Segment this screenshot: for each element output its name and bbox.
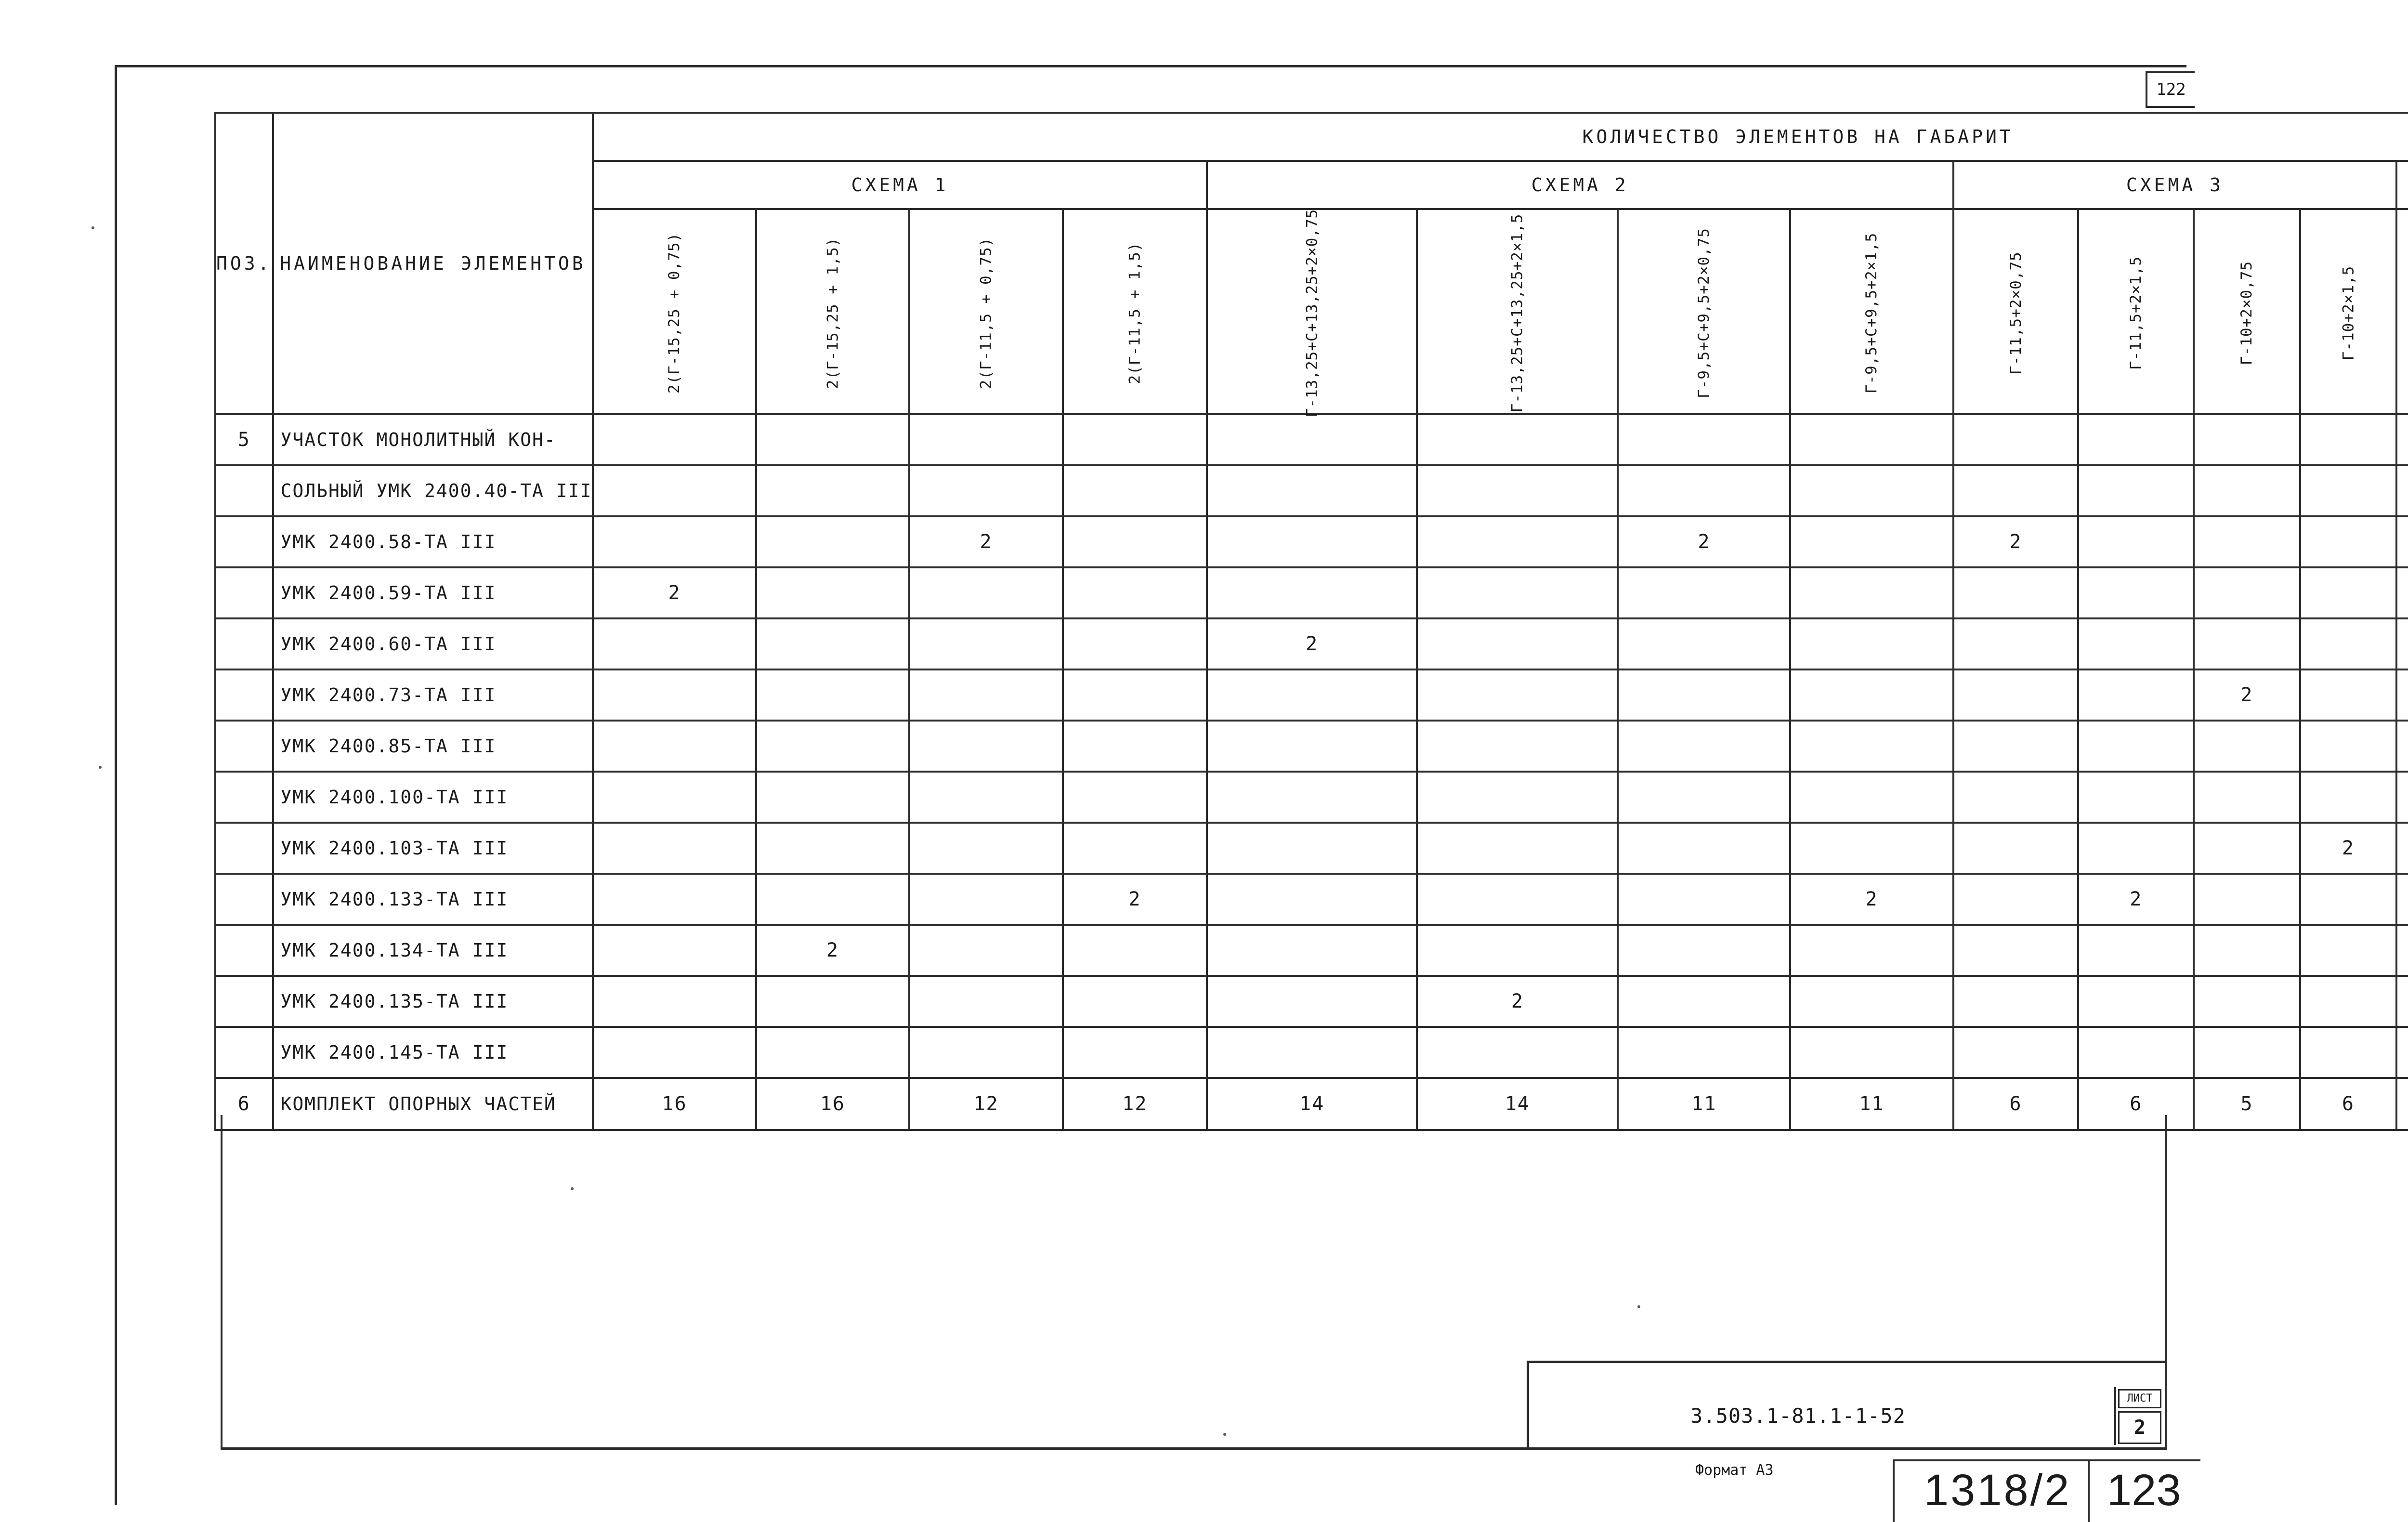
quantity-cell	[593, 516, 756, 567]
quantity-cell	[756, 874, 910, 925]
quantity-cell: 2	[909, 516, 1063, 567]
quantity-cell	[2078, 567, 2194, 618]
quantity-cell	[593, 976, 756, 1027]
quantity-cell	[2300, 1027, 2397, 1078]
quantity-cell: 2	[1417, 976, 1618, 1027]
quantity-cell	[2078, 823, 2194, 874]
gabarit-label: Г-11,5+2×1,5	[2127, 256, 2145, 370]
quantity-cell	[1790, 925, 1953, 976]
row-pos	[215, 567, 273, 618]
quantity-cell	[909, 618, 1063, 669]
quantity-cell	[909, 414, 1063, 465]
quantity-cell: 2	[756, 925, 910, 976]
table-row	[215, 567, 2408, 618]
page-number: 123	[2107, 1466, 2181, 1515]
quantity-cell	[1207, 925, 1417, 976]
gabarit-label: Г-13,25+С+13,25+2×1,5	[1508, 213, 1526, 413]
quantity-cell	[1790, 567, 1953, 618]
quantity-cell	[2396, 516, 2408, 567]
quantity-cell	[756, 618, 910, 669]
quantity-cell	[2078, 1027, 2194, 1078]
quantity-cell: 6	[2078, 1078, 2194, 1130]
gabarit-header	[909, 209, 1063, 414]
gabarit-header	[2300, 209, 2397, 414]
quantity-cell	[1953, 567, 2079, 618]
quantity-cell	[1618, 925, 1790, 976]
quantity-cell	[2194, 516, 2300, 567]
quantity-cell	[1063, 925, 1207, 976]
specification-table	[214, 112, 2408, 1131]
quantity-cell: 2	[1790, 874, 1953, 925]
quantity-cell	[2396, 465, 2408, 516]
quantity-cell	[1790, 516, 1953, 567]
quantity-cell: 12	[1063, 1078, 1207, 1130]
sheet-number: 2	[2118, 1411, 2161, 1444]
quantity-cell	[1790, 414, 1953, 465]
quantity-cell	[2194, 414, 2300, 465]
quantity-cell	[2078, 669, 2194, 721]
row-name: УМК 2400.103-ТА III	[273, 823, 593, 874]
quantity-cell	[1207, 874, 1417, 925]
table-row	[215, 516, 2408, 567]
quantity-cell: 11	[1790, 1078, 1953, 1130]
quantity-cell	[1063, 772, 1207, 823]
gabarit-label: Г-13,25+С+13,25+2×0,75	[1303, 209, 1321, 418]
row-pos	[215, 516, 273, 567]
quantity-cell	[1790, 669, 1953, 721]
quantity-cell	[2396, 414, 2408, 465]
quantity-cell	[1417, 669, 1618, 721]
gabarit-header	[2078, 209, 2194, 414]
gabarit-label: 2(Г-11,5 + 1,5)	[1126, 242, 1144, 384]
quantity-cell	[756, 823, 910, 874]
quantity-cell	[1618, 721, 1790, 772]
quantity-cell: 2	[1953, 516, 2079, 567]
table-row	[215, 772, 2408, 823]
row-name: УМК 2400.58-ТА III	[273, 516, 593, 567]
format-label: Формат А3	[1695, 1462, 1774, 1479]
quantity-cell	[2194, 772, 2300, 823]
gabarit-header	[2396, 209, 2408, 414]
quantity-cell	[909, 925, 1063, 976]
quantity-cell	[593, 823, 756, 874]
quantity-cell	[2396, 874, 2408, 925]
quantity-cell	[2078, 721, 2194, 772]
quantity-cell	[909, 721, 1063, 772]
quantity-cell	[1207, 721, 1417, 772]
row-name: УМК 2400.133-ТА III	[273, 874, 593, 925]
quantity-cell	[1207, 567, 1417, 618]
row-pos	[215, 669, 273, 721]
quantity-cell: 6	[1953, 1078, 2079, 1130]
quantity-cell	[2300, 874, 2397, 925]
quantity-cell	[2194, 618, 2300, 669]
quantity-cell	[909, 874, 1063, 925]
scan-speck	[92, 226, 94, 229]
quantity-cell	[1207, 772, 1417, 823]
quantity-cell	[1790, 772, 1953, 823]
quantity-cell: 2	[2078, 874, 2194, 925]
quantity-cell	[2396, 1027, 2408, 1078]
gabarit-header	[2194, 209, 2300, 414]
gabarit-header	[1790, 209, 1953, 414]
quantity-cell: 2	[1063, 874, 1207, 925]
quantity-cell	[2194, 925, 2300, 976]
row-pos: 6	[215, 1078, 273, 1130]
frame-left-line	[115, 65, 117, 1505]
quantity-cell	[1417, 721, 1618, 772]
row-name: УМК 2400.60-ТА III	[273, 618, 593, 669]
quantity-cell	[1953, 925, 2079, 976]
table-row	[215, 1027, 2408, 1078]
quantity-cell	[1953, 669, 2079, 721]
quantity-cell	[2194, 465, 2300, 516]
corner-page-number: 122	[2146, 71, 2195, 108]
row-pos	[215, 976, 273, 1027]
row-name: УЧАСТОК МОНОЛИТНЫЙ КОН-	[273, 414, 593, 465]
quantity-cell: 11	[1618, 1078, 1790, 1130]
quantity-cell	[1953, 823, 2079, 874]
quantity-cell	[1618, 414, 1790, 465]
quantity-cell	[2078, 925, 2194, 976]
quantity-cell	[593, 618, 756, 669]
quantity-cell	[2300, 465, 2397, 516]
quantity-cell	[2300, 567, 2397, 618]
quantity-cell	[1063, 721, 1207, 772]
quantity-cell	[1618, 1027, 1790, 1078]
quantity-cell: 14	[1417, 1078, 1618, 1130]
gabarit-header	[756, 209, 910, 414]
quantity-cell: 2	[2194, 669, 2300, 721]
row-pos	[215, 772, 273, 823]
quantity-cell	[756, 567, 910, 618]
quantity-cell	[1618, 874, 1790, 925]
quantity-cell	[1618, 976, 1790, 1027]
quantity-cell	[2300, 618, 2397, 669]
quantity-cell	[1063, 823, 1207, 874]
row-name: СОЛЬНЫЙ УМК 2400.40-ТА III	[273, 465, 593, 516]
quantity-cell	[1618, 823, 1790, 874]
quantity-cell	[756, 721, 910, 772]
header-scheme-3: СХЕМА 3	[1953, 161, 2397, 209]
table-row	[215, 925, 2408, 976]
quantity-cell	[1417, 465, 1618, 516]
quantity-cell	[1790, 465, 1953, 516]
quantity-cell	[1207, 465, 1417, 516]
quantity-cell	[909, 772, 1063, 823]
quantity-cell	[2396, 823, 2408, 874]
quantity-cell	[1207, 976, 1417, 1027]
inventory-number: 1318/2	[1924, 1466, 2071, 1515]
quantity-cell	[1063, 414, 1207, 465]
header-quantity: КОЛИЧЕСТВО ЭЛЕМЕНТОВ НА ГАБАРИТ	[593, 113, 2408, 161]
quantity-cell	[1790, 1027, 1953, 1078]
quantity-cell	[1618, 669, 1790, 721]
quantity-cell	[1953, 414, 2079, 465]
table-row	[215, 669, 2408, 721]
quantity-cell	[909, 976, 1063, 1027]
quantity-cell	[2396, 925, 2408, 976]
row-pos: 5	[215, 414, 273, 465]
quantity-cell	[1618, 618, 1790, 669]
quantity-cell	[909, 567, 1063, 618]
quantity-cell	[756, 465, 910, 516]
row-pos	[215, 721, 273, 772]
quantity-cell	[2078, 414, 2194, 465]
quantity-cell	[1417, 874, 1618, 925]
quantity-cell: 16	[593, 1078, 756, 1130]
quantity-cell	[909, 1027, 1063, 1078]
quantity-cell	[909, 823, 1063, 874]
header-name: НАИМЕНОВАНИЕ ЭЛЕМЕНТОВ	[273, 113, 593, 414]
quantity-cell	[1790, 976, 1953, 1027]
quantity-cell	[1790, 823, 1953, 874]
quantity-cell	[2396, 567, 2408, 618]
quantity-cell	[2396, 1078, 2408, 1130]
gabarit-header	[1207, 209, 1417, 418]
scan-speck	[99, 766, 102, 769]
quantity-cell	[593, 669, 756, 721]
quantity-cell	[1953, 772, 2079, 823]
quantity-cell	[2194, 1027, 2300, 1078]
quantity-cell	[1207, 823, 1417, 874]
quantity-cell	[593, 465, 756, 516]
quantity-cell	[2078, 465, 2194, 516]
quantity-cell	[756, 414, 910, 465]
table-row	[215, 721, 2408, 772]
table-row	[215, 976, 2408, 1027]
quantity-cell	[1207, 516, 1417, 567]
quantity-cell	[1417, 772, 1618, 823]
scan-speck	[571, 1187, 574, 1190]
quantity-cell	[1207, 1027, 1417, 1078]
gabarit-label: Г-9,5+С+9,5+2×1,5	[1863, 232, 1881, 394]
quantity-cell	[1953, 976, 2079, 1027]
frame-top-line	[116, 65, 2186, 67]
quantity-cell	[1417, 567, 1618, 618]
quantity-cell: 5	[2194, 1078, 2300, 1130]
row-pos	[215, 1027, 273, 1078]
quantity-cell	[1063, 567, 1207, 618]
quantity-cell	[2194, 721, 2300, 772]
quantity-cell	[593, 721, 756, 772]
header-scheme-1: СХЕМА 1	[593, 161, 1207, 209]
quantity-cell	[2300, 669, 2397, 721]
gabarit-label: Г-11,5+2×0,75	[2007, 251, 2025, 375]
quantity-cell	[1618, 465, 1790, 516]
quantity-cell	[1207, 669, 1417, 721]
quantity-cell	[2078, 618, 2194, 669]
quantity-cell	[2300, 925, 2397, 976]
table-row	[215, 414, 2408, 465]
row-name: УМК 2400.145-ТА III	[273, 1027, 593, 1078]
quantity-cell	[2194, 823, 2300, 874]
row-name: УМК 2400.100-ТА III	[273, 772, 593, 823]
quantity-cell	[593, 414, 756, 465]
quantity-cell	[1953, 1027, 2079, 1078]
quantity-cell	[756, 976, 910, 1027]
quantity-cell: 2	[2300, 823, 2397, 874]
quantity-cell	[756, 772, 910, 823]
quantity-cell: 16	[756, 1078, 910, 1130]
gabarit-header	[1063, 209, 1207, 414]
quantity-cell: 2	[1618, 516, 1790, 567]
gabarit-label: 2(Г-15,25 + 0,75)	[666, 232, 683, 394]
quantity-cell	[1417, 414, 1618, 465]
scan-speck	[1637, 1305, 1640, 1308]
quantity-cell	[2194, 874, 2300, 925]
gabarit-header	[1618, 209, 1790, 414]
quantity-cell	[1618, 567, 1790, 618]
quantity-cell	[1063, 1027, 1207, 1078]
row-name: УМК 2400.59-ТА III	[273, 567, 593, 618]
gabarit-label: 2(Г-11,5 + 0,75)	[977, 237, 995, 389]
quantity-cell	[1417, 925, 1618, 976]
quantity-cell	[2194, 976, 2300, 1027]
quantity-cell	[909, 669, 1063, 721]
gabarit-header	[1953, 209, 2079, 414]
quantity-cell: 14	[1207, 1078, 1417, 1130]
quantity-cell	[1417, 1027, 1618, 1078]
quantity-cell	[1953, 721, 2079, 772]
quantity-cell	[593, 772, 756, 823]
quantity-cell	[2300, 414, 2397, 465]
row-pos	[215, 465, 273, 516]
quantity-cell	[2396, 976, 2408, 1027]
row-pos	[215, 925, 273, 976]
scan-speck	[1223, 1433, 1226, 1436]
quantity-cell	[2300, 976, 2397, 1027]
quantity-cell	[1063, 465, 1207, 516]
quantity-cell	[2078, 976, 2194, 1027]
row-name: УМК 2400.134-ТА III	[273, 925, 593, 976]
row-name: УМК 2400.85-ТА III	[273, 721, 593, 772]
quantity-cell	[2078, 516, 2194, 567]
quantity-cell	[2194, 567, 2300, 618]
gabarit-label: Г-10+2×1,5	[2339, 265, 2357, 361]
quantity-cell	[756, 516, 910, 567]
quantity-cell: 12	[909, 1078, 1063, 1130]
quantity-cell	[593, 925, 756, 976]
quantity-cell	[2300, 772, 2397, 823]
frame-bottom-left-line	[221, 1115, 222, 1450]
row-pos	[215, 618, 273, 669]
quantity-cell: 2	[593, 567, 756, 618]
gabarit-label: Г-9,5+С+9,5+2×0,75	[1695, 228, 1713, 398]
gabarit-label: 2(Г-15,25 + 1,5)	[824, 237, 841, 389]
stamp-code: 3.503.1-81.1-1-52	[1690, 1404, 1906, 1428]
quantity-cell	[2396, 618, 2408, 669]
quantity-cell	[1618, 772, 1790, 823]
quantity-cell	[1417, 618, 1618, 669]
quantity-cell	[2300, 721, 2397, 772]
gabarit-header	[1417, 209, 1618, 414]
header-scheme-4	[2396, 161, 2408, 209]
quantity-cell	[2078, 772, 2194, 823]
quantity-cell	[756, 1027, 910, 1078]
header-pos: ПОЗ.	[215, 113, 273, 414]
quantity-cell	[2396, 721, 2408, 772]
quantity-cell	[1953, 465, 2079, 516]
header-scheme-2: СХЕМА 2	[1207, 161, 1953, 209]
quantity-cell	[1417, 823, 1618, 874]
quantity-cell	[2300, 516, 2397, 567]
quantity-cell	[909, 465, 1063, 516]
table-row	[215, 823, 2408, 874]
quantity-cell	[1207, 414, 1417, 465]
table-row	[215, 465, 2408, 516]
quantity-cell	[1063, 618, 1207, 669]
quantity-cell	[2396, 772, 2408, 823]
sheet-label: ЛИСТ	[2118, 1389, 2161, 1408]
quantity-cell	[1790, 721, 1953, 772]
quantity-cell	[1953, 874, 2079, 925]
table-row	[215, 1078, 2408, 1130]
table-row	[215, 618, 2408, 669]
quantity-cell	[2396, 669, 2408, 721]
quantity-cell	[593, 874, 756, 925]
gabarit-header	[593, 209, 756, 414]
quantity-cell	[593, 1027, 756, 1078]
row-name: КОМПЛЕКТ ОПОРНЫХ ЧАСТЕЙ	[273, 1078, 593, 1130]
row-name: УМК 2400.73-ТА III	[273, 669, 593, 721]
quantity-cell: 6	[2300, 1078, 2397, 1130]
quantity-cell	[1953, 618, 2079, 669]
quantity-cell	[756, 669, 910, 721]
quantity-cell	[1063, 976, 1207, 1027]
quantity-cell	[1417, 516, 1618, 567]
gabarit-label: Г-10+2×0,75	[2238, 261, 2256, 366]
quantity-cell: 2	[1207, 618, 1417, 669]
quantity-cell	[1063, 669, 1207, 721]
quantity-cell	[1790, 618, 1953, 669]
row-name: УМК 2400.135-ТА III	[273, 976, 593, 1027]
row-pos	[215, 823, 273, 874]
row-pos	[215, 874, 273, 925]
table-row	[215, 874, 2408, 925]
quantity-cell	[1063, 516, 1207, 567]
